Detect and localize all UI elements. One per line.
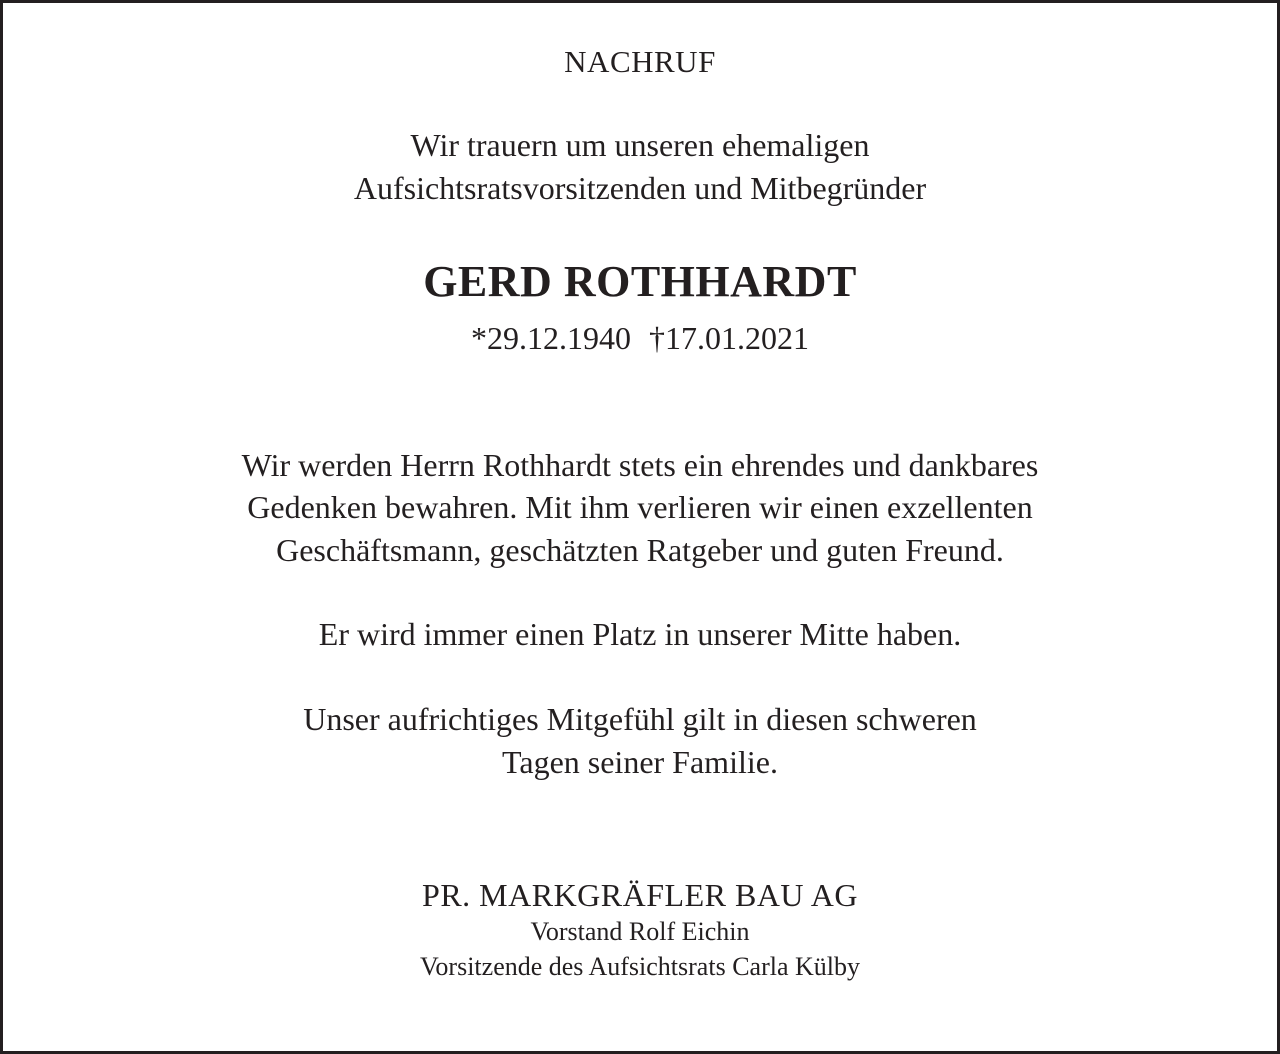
intro-line-2: Aufsichtsratsvorsitzenden und Mitbegründer xyxy=(353,170,927,206)
death-date: †17.01.2021 xyxy=(649,320,809,356)
company-name: PR. MARKGRÄFLER BAU AG xyxy=(422,877,858,913)
body-line-4: Er wird immer einen Platz in unserer Mitte haben. xyxy=(318,616,962,652)
intro-line-1: Wir trauern um unseren ehemaligen xyxy=(410,127,870,163)
body-line-6: Tagen seiner Familie. xyxy=(502,744,778,780)
body-line-5: Unser aufrichtiges Mitgefühl gilt in diesen schweren xyxy=(303,701,977,737)
signatory-board: Vorstand Rolf Eichin xyxy=(530,917,750,946)
deceased-name: GERD ROTHHARDT xyxy=(423,257,857,306)
body-line-1: Wir werden Herrn Rothhardt stets ein ehrendes und dankbares xyxy=(241,447,1039,483)
notice-heading: NACHRUF xyxy=(564,44,716,79)
body-line-2: Gedenken bewahren. Mit ihm verlieren wir einen exzellenten xyxy=(247,489,1033,525)
signatory-supervisory-chair: Vorsitzende des Aufsichtsrats Carla Külby xyxy=(420,952,860,981)
body-line-3: Geschäftsmann, geschätzten Ratgeber und guten Freund. xyxy=(276,532,1004,568)
birth-date: *29.12.1940 xyxy=(471,320,631,356)
life-dates xyxy=(0,322,1280,354)
